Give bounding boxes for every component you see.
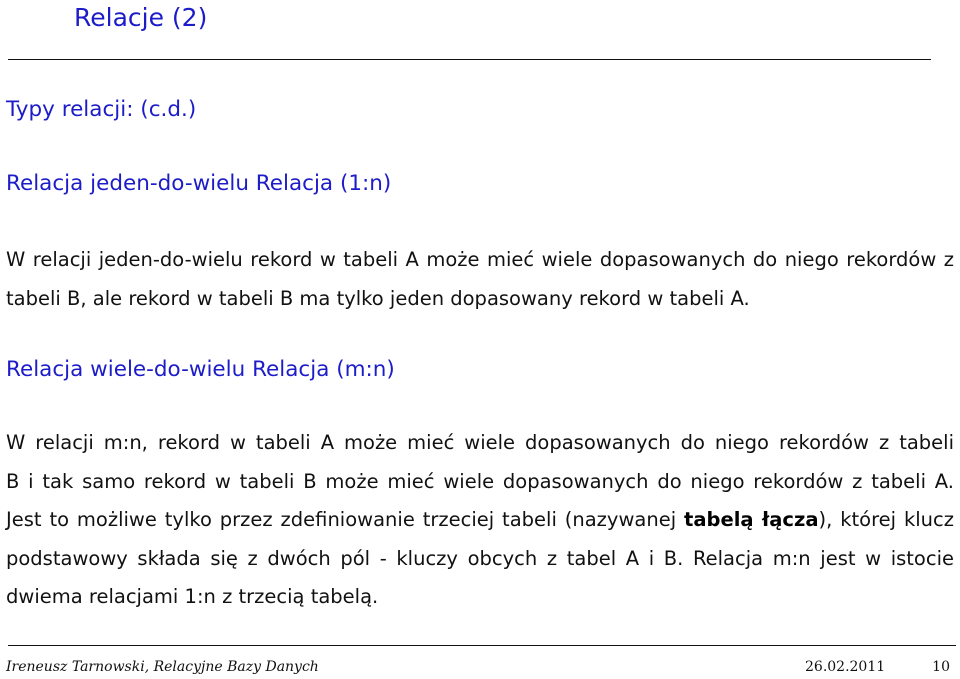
one-to-many-line-1: W relacji jeden-do-wielu rekord w tabeli A może mieć wiele dopasowanych do niego rekordów z: [6, 248, 954, 271]
many-to-many-line-5: dwiema relacjami 1:n z trzecią tabelą.: [6, 585, 379, 608]
one-to-many-heading: Relacja jeden-do-wielu Relacja (1:n): [6, 171, 392, 196]
many-to-many-line-1: W relacji m:n, rekord w tabeli A może mieć wiele dopasowanych do niego rekordów z tabeli: [6, 431, 954, 454]
many-to-many-line-3-start: Jest to możliwe tylko przez zdefiniowanie trzeciej tabeli (nazywanej: [6, 508, 685, 531]
link-table-term: tabelą łącza: [684, 508, 819, 531]
many-to-many-paragraph: [6, 424, 954, 617]
title-divider: [8, 59, 931, 60]
slide-title: Relacje (2): [74, 3, 208, 32]
footer-divider: [8, 645, 956, 646]
slide-subtitle: Typy relacji: (c.d.): [6, 97, 197, 122]
many-to-many-line-3: [6, 501, 954, 540]
footer-date: 26.02.2011: [805, 659, 886, 675]
footer-page-number: 10: [932, 659, 950, 675]
many-to-many-line-2: B i tak samo rekord w tabeli B może mieć wiele dopasowanych do niego rekordów z tabeli A.: [6, 469, 954, 493]
many-to-many-line-3-end: ), której klucz: [818, 508, 954, 531]
many-to-many-heading: Relacja wiele-do-wielu Relacja (m:n): [6, 357, 395, 382]
one-to-many-line-2: tabeli B, ale rekord w tabeli B ma tylko jeden dopasowany rekord w tabeli A.: [6, 286, 750, 310]
one-to-many-paragraph: [6, 241, 954, 318]
many-to-many-line-4: podstawowy składa się z dwóch pól - kluczy obcych z tabel A i B. Relacja m:n jest w istocie: [6, 546, 954, 570]
footer-author-course: Ireneusz Tarnowski, Relacyjne Bazy Danych: [6, 659, 319, 675]
